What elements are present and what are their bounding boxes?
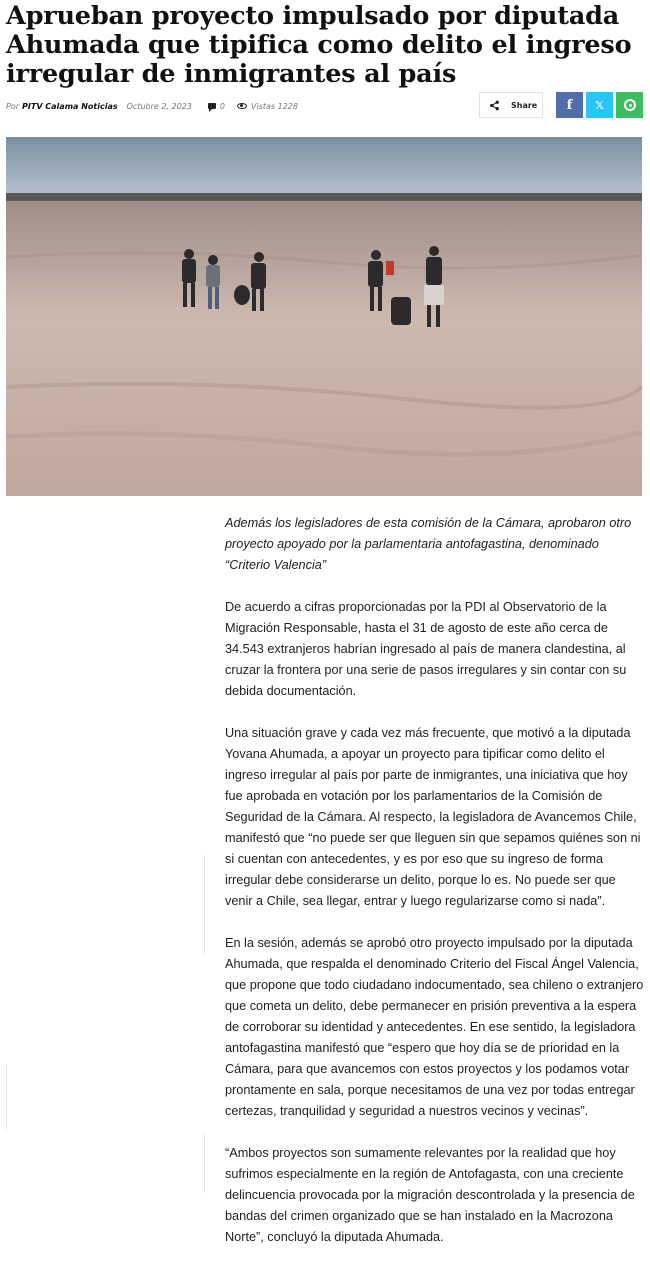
facebook-icon: f — [566, 97, 573, 113]
article-body — [225, 513, 645, 1269]
whatsapp-icon — [624, 99, 636, 111]
article-paragraph: Una situación grave y cada vez más frecuente, que motivó a la diputada Yovana Ahumada, a apoyar un proyecto para tipificar como delito el ingreso irregular al país por parte de inmigrantes, una iniciativa que hoy fue aprobada en votación por los parlamentarios de la Comisión de Seguridad de la Cámara. Al respecto, la legisladora de Avancemos Chile, manifestó que “no puede ser que lleguen sin que sepamos quiénes son ni si cuentan con antecedentes, y es por eso que su ingreso de forma irregular debe considerarse un delito, porque lo es. No puede ser que venir a Chile, sea llegar, entrar y luego regularizarse como si nada”. — [225, 726, 641, 908]
comment-icon[interactable] — [208, 103, 216, 109]
author-link[interactable]: PITV Calama Noticias — [22, 101, 118, 111]
whatsapp-share-button[interactable] — [616, 92, 643, 118]
article-meta — [6, 100, 298, 112]
publish-date: Octubre 2, 2023 — [126, 101, 192, 111]
eye-icon — [237, 103, 247, 109]
twitter-share-button[interactable] — [586, 92, 613, 118]
x-twitter-icon: 𝕏 — [595, 98, 604, 112]
sidebar-divider — [204, 1133, 205, 1193]
share-icon — [480, 93, 508, 117]
article-title: Aprueban proyecto impulsado por diputada Ahumada que tipifica como delito el ingreso irregular de inmigrantes al país — [6, 1, 632, 89]
article-paragraph: De acuerdo a cifras proporcionadas por la PDI al Observatorio de la Migración Responsable, hasta el 31 de agosto de este año cerca de 34.543 extranjeros habrían ingresado al país de manera clandestina, al cruzar la frontera por una serie de pasos irregulares y sin contar con su debida documentación. — [225, 600, 627, 698]
featured-image — [6, 137, 642, 496]
by-label: Por — [6, 101, 20, 111]
share-button[interactable] — [479, 92, 543, 118]
share-label: Share — [511, 100, 538, 110]
article-paragraph: En la sesión, además se aprobó otro proyecto impulsado por la diputada Ahumada, que respalda el denominado Criterio del Fiscal Ángel Valencia, que propone que todo ciudadano indocumentado, sea chileno o extranjero que cometa un delito, debe permanecer en prisión preventiva a la espera de corroborar su identidad y antecedentes. En ese sentido, la legisladora antofagastina manifestó que “espero que hoy día se de prioridad en la Cámara, para que avancemos con estos proyectos y los podamos votar prontamente en sala, porque necesitamos de una vez por todas entregar certezas, tranquilidad y seguridad a nuestros vecinos y vecinas”. — [225, 936, 644, 1118]
comment-count[interactable]: 0 — [219, 101, 225, 111]
article-lead: Además los legisladores de esta comisión de la Cámara, aprobaron otro proyecto apoyado por la parlamentaria antofagastina, denominado “Criterio Valencia” — [225, 516, 632, 572]
article-paragraph: “Ambos proyectos son sumamente relevantes por la realidad que hoy sufrimos especialmente en la región de Antofagasta, con una creciente delincuencia provocada por la migración descontrolada y la presencia de bandas del crimen organizado que se han instalado en la Macrozona Norte”, concluyó la diputada Ahumada. — [225, 1146, 635, 1244]
facebook-share-button[interactable] — [556, 92, 583, 118]
view-count: Vistas 1228 — [251, 101, 298, 111]
sidebar-divider — [204, 855, 205, 955]
sidebar-divider — [6, 1065, 7, 1130]
